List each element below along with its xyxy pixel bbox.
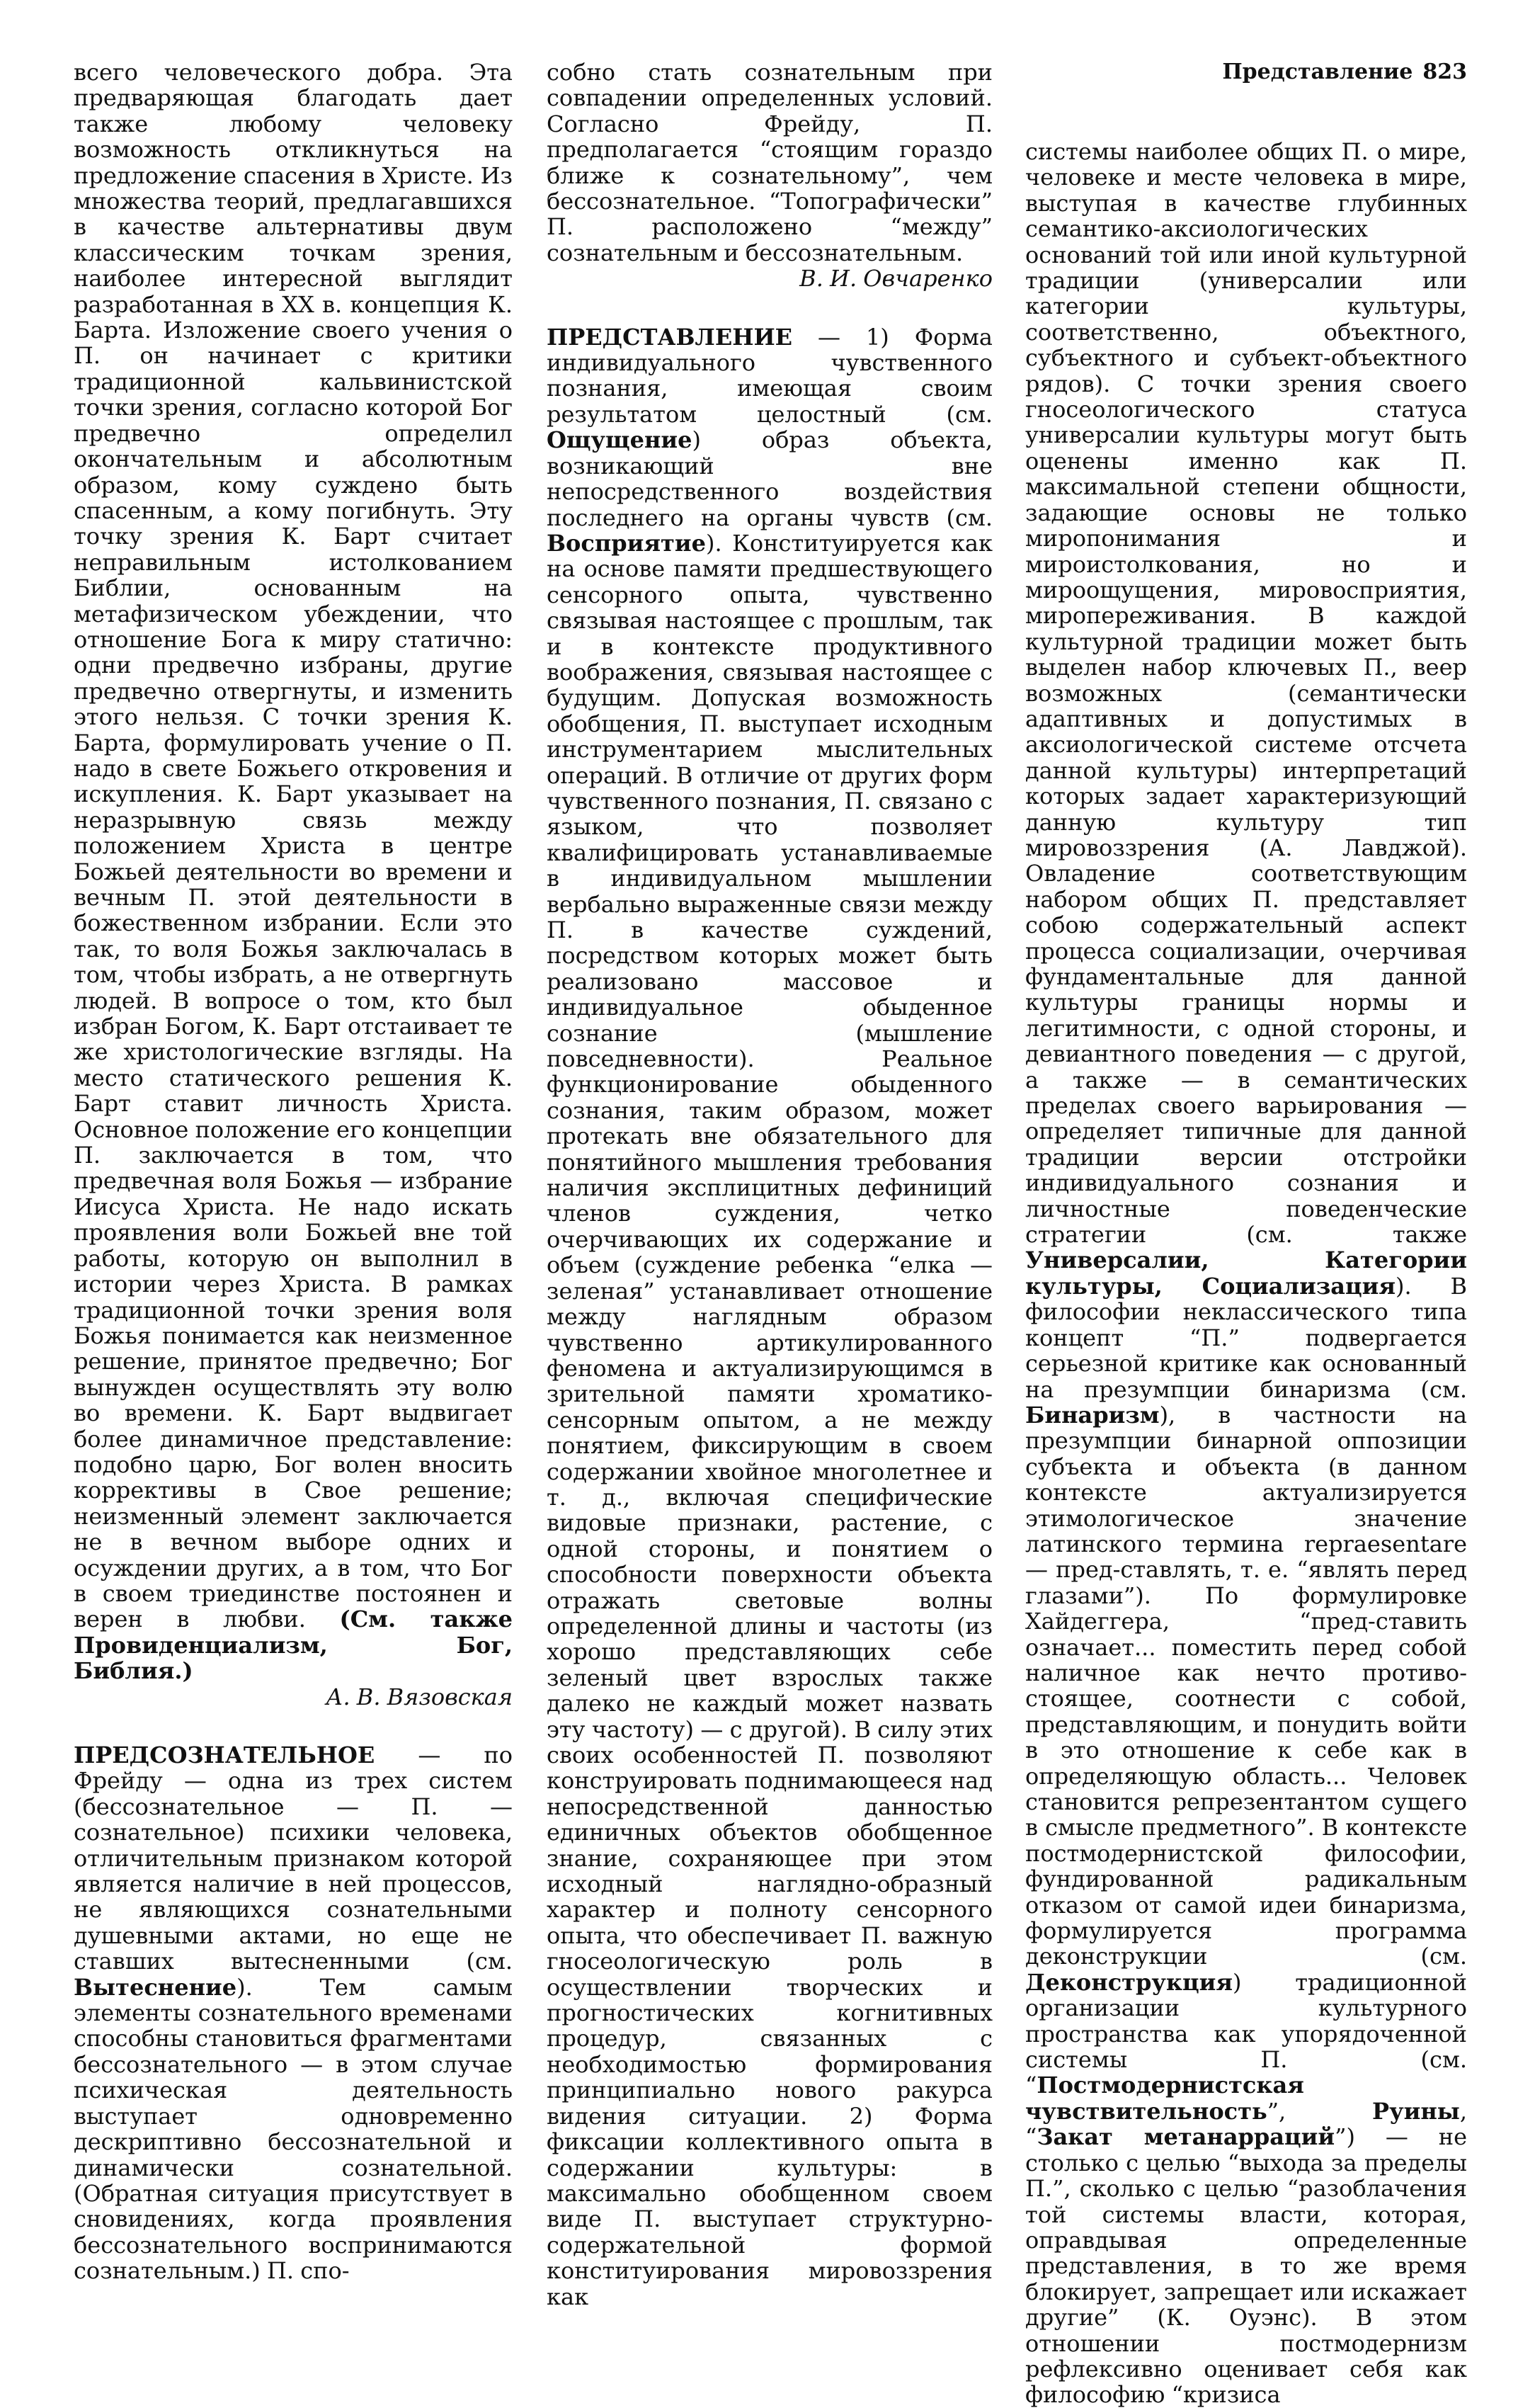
headword: ПРЕДСОЗНАТЕЛЬНОЕ <box>74 1742 375 1768</box>
author-signature: А. В. Вязовская <box>326 1683 513 1710</box>
entry-text: ). Тем самым элементы сознательного временами способны становиться фрагментами бессознательного — в этом случае психическая деятельность выступает одновременно дескриптивно бессознательной и динамически сознательной. (Обратная ситуация присутствует в сновидениях, когда проявления бессознательного воспринимаются сознательным.) П. спо- <box>74 1973 513 2285</box>
entry-text: — по Фрейду — одна из трех систем (бессознательное — П. — сознательное) психики человека, отличительным признаком которой является наличие в ней процессов, не являющихся сознательными душевными актами, но еще не ставших вытесненными (см. <box>74 1742 513 1975</box>
cross-reference: Ощущение <box>547 426 692 454</box>
entry-text: ), в частности на презумпции бинарной оппозиции субъекта и объекта (в данном контексте актуализируется этимологическое значение латинского термина repraesentare — пред-ставлять, т. е. “являть перед глазами”). По формулировке Хайдеггера, “пред-ставить означает... поместить перед собой наличное как нечто противо-стоящее, соотнести с собой, представляющим, и понудить войти в это отношение к себе как в определяющую область... Человек становится репрезентантом сущего в смысле предметного”. В контексте постмодернистской философии, фундированной радикальным отказом от самой идеи бинаризма, формулируется программа деконструкции (см. <box>1025 1401 1467 1970</box>
running-head-title: Представление <box>1222 59 1413 84</box>
column-1 <box>74 59 513 2284</box>
paragraph-representation-cont <box>1025 139 1467 2408</box>
entry-text: ”) — не столько с целью “выхода за пределы П.”, сколько с целью “разоблачения той системы власти, которая, оправдывая определенные представления, в то же время блокирует, запрещает или искажает другие” (К. Оуэнс). В этом отношении постмодернизм рефлексивно оценивает себя как философию “кризиса <box>1025 2123 1468 2408</box>
paragraph-predestination-cont <box>74 59 513 1684</box>
entry-text: ) традиционной организации культурного пространства как упорядоченной системы П. (см. “ <box>1025 1968 1467 2099</box>
entry-text: ). В философии неклассического типа концепт “П.” подвергается серьезной критике как основанный на презумпции бинаризма (см. <box>1025 1272 1467 1403</box>
entry-gap <box>547 292 993 324</box>
page-number: 823 <box>1422 59 1467 84</box>
cross-reference: Постмодернистская чувствительность <box>1025 2072 1304 2125</box>
cross-reference: Руины <box>1372 2097 1460 2125</box>
cross-reference: Вытеснение <box>74 1973 237 2001</box>
entry-text: ) образ объекта, возникающий вне непосредственного воздействия последнего на органы чувств (см. <box>547 426 993 531</box>
paragraph-text: всего человеческого добра. Эта предваряющая благодать дает также любому человеку возможность откликнуться на предложение спасения в Христе. Из множества теорий, предлагавшихся в качестве альтернативы двум классическим точкам зрения, наиболее интересной выглядит разработанная в XX в. концепция К. Барта. Изложение своего учения о П. он начинает с критики традиционной кальвинистской точки зрения, согласно которой Бог предвечно определил окончательным и абсолютным образом, кому суждено быть спасенным, а кому погибнуть. Эту точку зрения К. Барт считает неправильным истолкованием Библии, основанным на метафизическом убеждении, что отношение Бога к миру статично: одни предвечно избраны, другие предвечно отвергнуты, и изменить этого нельзя. С точки зрения К. Барта, формулировать учение о П. надо в свете Божьего откровения и искупления. К. Барт указывает на неразрывную связь между положением Христа в центре Божьей деятельности во времени и вечным П. этой деятельности в божественном избрании. Если это так, то воля Божья заключалась в том, чтобы избрать, а не отвергнуть людей. В вопросе о том, кто был избран Богом, К. Барт отстаивает те же христологические взгляды. На место статического решения К. Барт ставит личность Христа. Основное положение его концепции П. заключается в том, что предвечная воля Божья — избрание Иисуса Христа. Не надо искать проявления воли Божьей вне той работы, которую он выполнил в истории через Христа. В рамках традиционной точки зрения воля Божья понимается как неизменное решение, принятое предвечно; Бог вынужден осуществлять эту волю во времени. К. Барт выдвигает более динамичное представление: подобно царю, Бог волен вносить коррективы в Свое решение; неизменный элемент заключается не в вечном выборе одних и осуждении других, а в том, что Бог в своем триединстве постоянен и верен в любви. <box>74 59 513 1633</box>
cross-reference: Закат метанарраций <box>1037 2123 1335 2151</box>
entry-text: системы наиболее общих П. о мире, человеке и месте человека в мире, выступая в качестве глубинных семантико-аксиологических оснований той или иной культурной традиции (универсалии или категории культуры, соответственно, объектного, субъектного и субъект-объектного рядов). С точки зрения своего гносеологического статуса универсалии культуры могут быть оценены именно как П. максимальной степени общности, задающие основы не только миропонимания и мироистолкования, но и мироощущения, мировосприятия, миропереживания. В каждой культурной традиции может быть выделен набор ключевых П., веер возможных (семантически адаптивных и допустимых в аксиологической системе отсчета данной культуры) интерпретаций которых задает характеризующий данную культуру тип мировоззрения (А. Лавджой). Овладение соответствующим набором общих П. представляет собою содержательный аспект процесса социализации, очерчивая фундаментальные для данной культуры границы нормы и легитимности, с одной стороны, и девиантного поведения — с другой, а также — в семантических пределах своего варьирования — определяет типичные для данной традиции версии отстройки индивидуального сознания и личностные поведенческие стратегии (см. также <box>1025 138 1467 1249</box>
entry-text: — 1) Форма индивидуального чувственного познания, имеющая своим результатом целостный (см. <box>547 323 993 428</box>
headword: ПРЕДСТАВЛЕНИЕ <box>547 323 793 351</box>
cross-reference: Универсалии, Категории культуры, Социализация <box>1025 1246 1467 1300</box>
entry-representation <box>547 324 993 2310</box>
see-also-refs: Провиденциализм, Бог, Библия. <box>74 1631 513 1685</box>
cross-reference: Деконструкция <box>1025 1968 1233 1996</box>
entry-text: , “ <box>1025 2097 1467 2151</box>
paragraph-preconscious-cont: собно стать сознательным при совпадении определенных условий. Согласно Фрейду, П. предполагается “стоящим гораздо ближе к сознательному”, чем бессознательное. “Топографически” П. расположено “между” сознательным и бессознательным. <box>547 59 993 266</box>
entry-gap <box>74 1710 513 1742</box>
entry-text: ”, <box>1267 2097 1373 2125</box>
entry-text: ). Конституируется как на основе памяти предшествующего сенсорного опыта, чувственно связывая настоящее с прошлым, так и в контексте продуктивного воображения, связывая настоящее с будущим. Допуская возможность обобщения, П. выступает исходным инструментарием мыслительных операций. В отличие от других форм чувственного познания, П. связано с языком, что позволяет квалифицировать устанавливаемые в индивидуальном мышлении вербально выраженные связи между П. в качестве суждений, посредством которых может быть реализовано массовое и индивидуальное обыденное сознание (мышление повседневности). Реальное функционирование обыденного сознания, таким образом, может протекать вне обязательного для понятийного мышления требования наличия эксплицитных дефиниций членов суждения, четко очерчивающих их содержание и объем (суждение ребенка “елка — зеленая” устанавливает отношение между наглядным образом чувственно артикулированного феномена и актуализирующимся в зрительной памяти хроматико-сенсорным опытом, а не между понятием, фиксирующим в своем содержании хвойное многолетнее и т. д., включая специфические видовые признаки, растение, с одной стороны, и понятием о способности поверхности объекта отражать световые волны определенной длины и частоты (из хорошо представляющих себе зеленый цвет взрослых также далеко не каждый может назвать эту частоту) — с другой). В силу этих своих особенностей П. позволяют конструировать поднимающееся над непосредственной данностью единичных объектов обобщенное знание, сохраняющее при этом исходный наглядно-образный характер и полноту сенсорного опыта, что обеспечивает П. важную гносеологическую роль в осуществлении творческих и прогностических когнитивных процедур, связанных с необходимостью формирования принципиально нового ракурса видения ситуации. 2) Форма фиксации коллективного опыта в содержании культуры: в максимально обобщенном своем виде П. выступает структурно-содержательной формой конституирования мировоззрения как <box>547 529 993 2310</box>
entry-preconscious <box>74 1742 513 2284</box>
column-2 <box>547 59 993 2310</box>
column-3 <box>1025 139 1467 2408</box>
cross-reference: Бинаризм <box>1025 1401 1160 1429</box>
see-also-prefix: (См. также <box>339 1606 513 1633</box>
see-also-suffix: ) <box>182 1657 193 1685</box>
author-signature: В. И. Овчаренко <box>799 265 993 293</box>
running-head <box>1222 59 1467 84</box>
cross-reference: Восприятие <box>547 529 706 557</box>
